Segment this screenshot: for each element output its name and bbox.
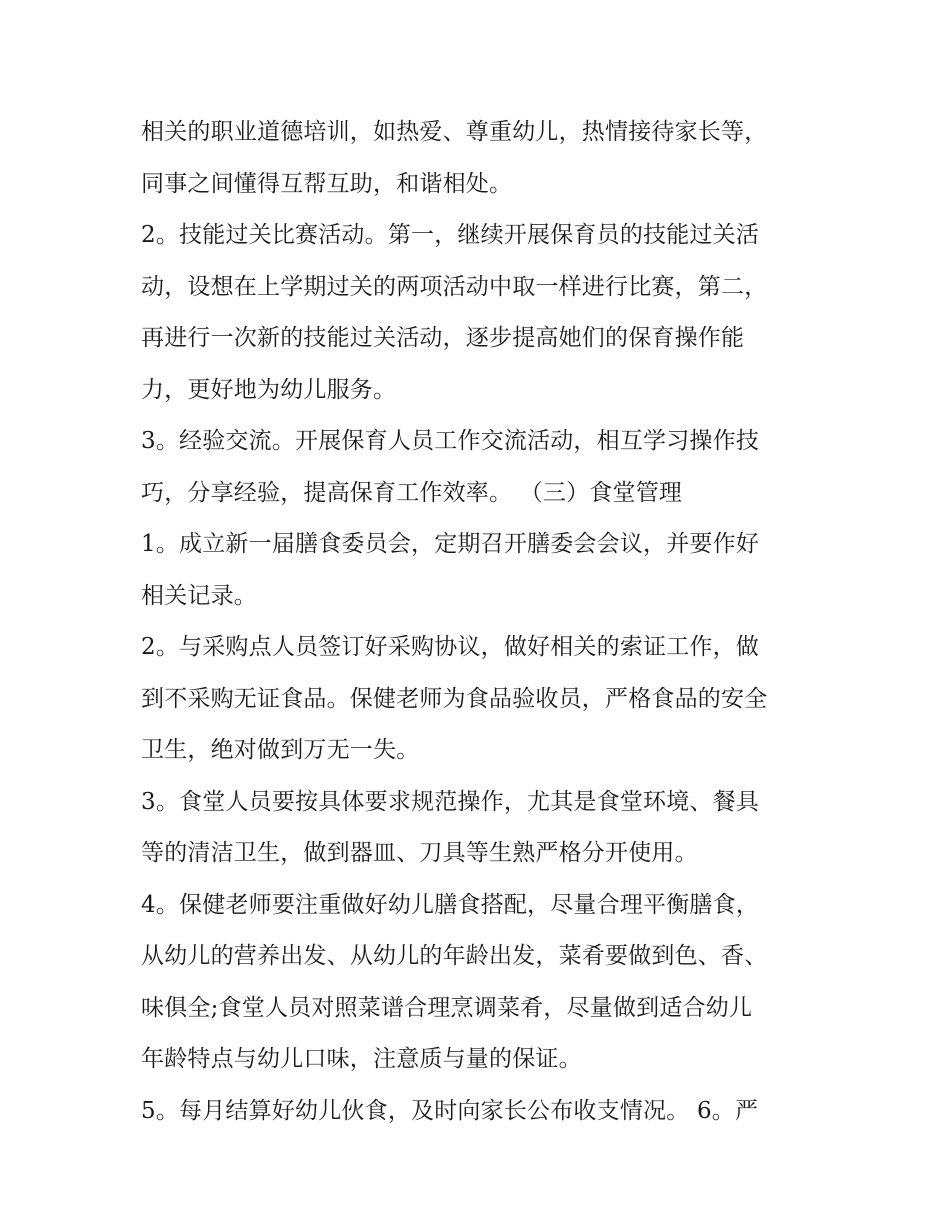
body-text [141,107,841,1137]
text-line: 巧，分享经验，提高保育工作效率。 （三）食堂管理 [141,479,683,506]
text-line: 再进行一次新的技能过关活动，逐步提高她们的保育操作能 [141,325,745,351]
text-line: 从幼儿的营养出发、从幼儿的年龄出发，菜肴要做到色、香、 [141,943,768,969]
text-line: 到不采购无证食品。保健老师为食品验收员，严格食品的安全 [141,685,768,712]
text-line: 相关记录。 [141,582,257,609]
text-line: 3。食堂人员要按具体要求规范操作，尤其是食堂环境、餐具 [141,788,760,815]
text-line: 3。经验交流。开展保育人员工作交流活动，相互学习操作技 [141,428,760,454]
text-line: 相关的职业道德培训，如热爱、尊重幼儿，热情接待家长等， [141,119,768,145]
text-line: 1。成立新一届膳食委员会，定期召开膳委会会议，并要作好 [141,531,760,557]
text-line: 2。技能过关比赛活动。第一，继续开展保育员的技能过关活 [141,222,760,248]
text-line: 同事之间懂得互帮互助，和谐相处。 [141,170,513,197]
text-line: 卫生，绝对做到万无一失。 [141,737,420,763]
text-line: 5。每月结算好幼儿伙食，及时向家长公布收支情况。 6。严 [141,1097,759,1124]
text-line: 味俱全;食堂人员对照菜谱合理烹调菜肴，尽量做到适合幼儿 [141,994,753,1021]
text-line: 力，更好地为幼儿服务。 [141,376,397,403]
text-line: 4。保健老师要注重做好幼儿膳食搭配，尽量合理平衡膳食， [141,891,760,918]
text-line: 动，设想在上学期过关的两项活动中取一样进行比赛，第二， [141,273,768,300]
text-line: 2。与采购点人员签订好采购协议，做好相关的索证工作，做 [141,634,760,660]
text-line: 年龄特点与幼儿口味，注意质与量的保证。 [141,1046,582,1072]
text-line: 等的清洁卫生，做到器皿、刀具等生熟严格分开使用。 [141,840,698,866]
